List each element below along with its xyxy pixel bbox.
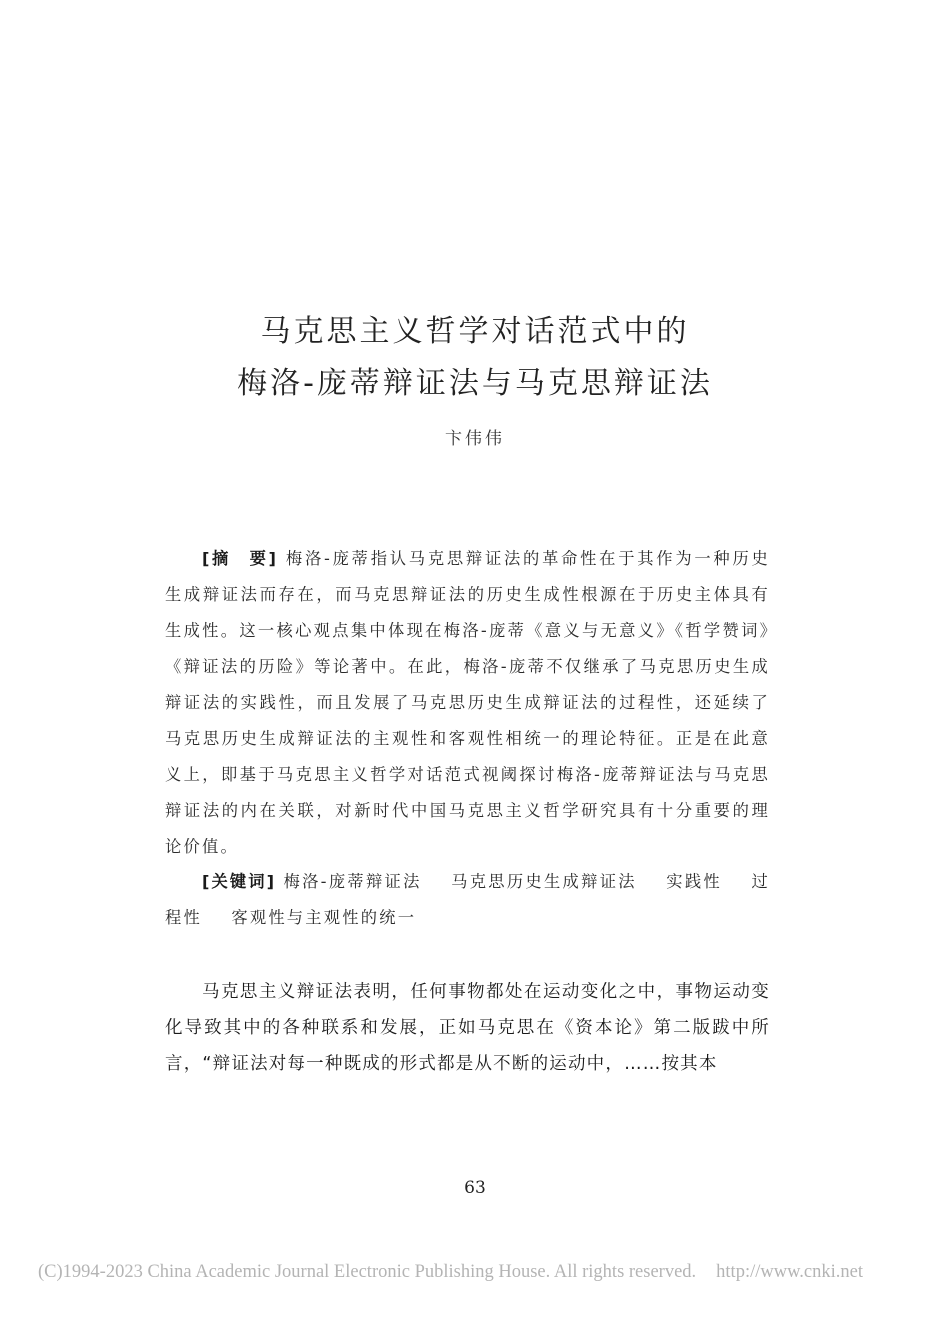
title-line-2: 梅洛-庞蒂辩证法与马克思辩证法 xyxy=(237,366,713,401)
copyright-footer xyxy=(38,1262,918,1283)
abstract-label: [摘 要] xyxy=(202,549,278,568)
keyword-item: 梅洛-庞蒂辩证法 xyxy=(283,872,422,891)
article-title xyxy=(0,306,950,410)
keyword-item: 客观性与主观性的统一 xyxy=(231,908,417,927)
copyright-text: (C)1994-2023 China Academic Journal Electronic Publishing House. All rights reserved. xyxy=(38,1262,697,1282)
footer-url-link[interactable]: http://www.cnki.net xyxy=(716,1262,863,1282)
author-name: 卞伟伟 xyxy=(445,429,505,449)
page-number: 63 xyxy=(464,1178,486,1198)
title-line-1: 马克思主义哲学对话范式中的 xyxy=(260,314,690,349)
keyword-item: 实践性 xyxy=(666,872,722,891)
keyword-item: 马克思历史生成辩证法 xyxy=(451,872,637,891)
keyword-item: 过程性 xyxy=(165,872,770,927)
abstract xyxy=(165,541,770,865)
keywords-label: [关键词] xyxy=(202,872,277,891)
body-paragraph: 马克思主义辩证法表明，任何事物都处在运动变化之中，事物运动变化导致其中的各种联系和发展，正如马克思在《资本论》第二版跋中所言，“辩证法对每一种既成的形式都是从不断的运动中，……按其本 xyxy=(165,982,770,1074)
abstract-text: 梅洛-庞蒂指认马克思辩证法的革命性在于其作为一种历史生成辩证法而存在，而马克思辩证法的历史生成性根源在于历史主体具有生成性。这一核心观点集中体现在梅洛-庞蒂《意义与无意义》《哲学赞词》《辩证法的历险》等论著中。在此，梅洛-庞蒂不仅继承了马克思历史生成辩证法的实践性，而且发展了马克思历史生成辩证法的过程性，还延续了马克思历史生成辩证法的主观性和客观性相统一的理论特征。正是在此意义上，即基于马克思主义哲学对话范式视阈探讨梅洛-庞蒂辩证法与马克思辩证法的内在关联，对新时代中国马克思主义哲学研究具有十分重要的理论价值。 xyxy=(165,549,770,856)
keywords xyxy=(165,864,770,936)
